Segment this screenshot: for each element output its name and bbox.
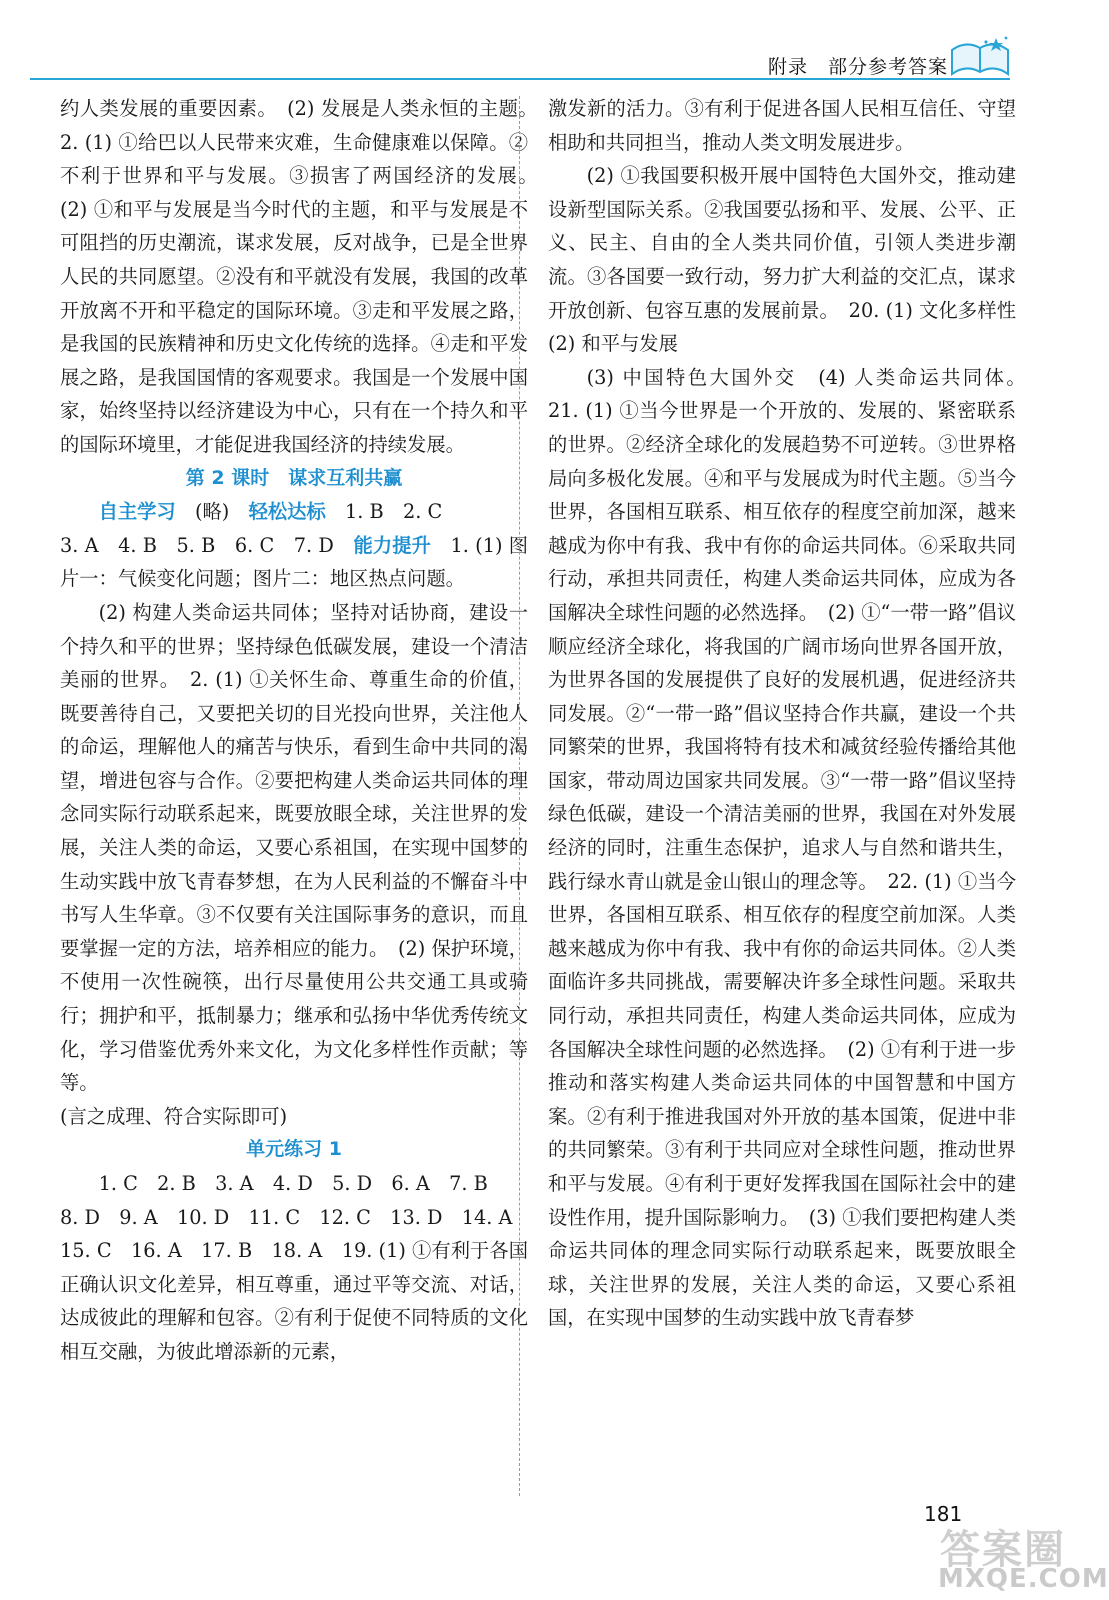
label-qingsong: 轻松达标: [248, 500, 326, 524]
qingsong-answers-2: 3. A 4. B 5. B 6. C 7. D: [60, 533, 334, 557]
header-rule: [30, 78, 1010, 80]
watermark-logo: 答案圈: [940, 1527, 1066, 1573]
header-title: 附录 部分参考答案: [767, 56, 948, 78]
open-book-star-icon: [948, 34, 1012, 80]
answer-paragraph: (2) ①我国要积极开展中国特色大国外交，推动建设新型国际关系。②我国要弘扬和平、发展、公平、正义、民主、自由的全人类共同价值，引领人类进步潮流。③各国要一致行动，努力扩大利益的交汇点，谋求开放创新、包容互惠的发展前景。 20. (1) 文化多样性 (2) 和平与发展: [548, 164, 1036, 356]
right-column: [548, 92, 1036, 1335]
answer-paragraph: (2) 构建人类命运共同体；坚持对话协商，建设一个持久和平的世界；坚持绿色低碳发展，建设一个清洁美丽的世界。 2. (1) ①关怀生命、尊重生命的价值，既要善待自己，又要把关切的目光投向世界，关注他人的命运，理解他人的痛苦与快乐，看到生命中共同的渴望，增进包容与合作。②要把构建人类命运共同体的理念同实际行动联系起来，既要放眼全球，关注世界的发展，关注人类的命运，又要心系祖国，在实现中国梦的生动实践中放飞青春梦想，在为人民利益的不懈奋斗中书写人生华章。③不仅要有关注国际事务的意识，而且要掌握一定的方法，培养相应的能力。 (2) 保护环境，不使用一次性碗筷，出行尽量使用公共交通工具或骑行；拥护和平，抵制暴力；继承和弘扬中华优秀传统文化，学习借鉴优秀外来文化，为文化多样性作贡献；等等。: [60, 600, 528, 1095]
answer-line: [60, 495, 528, 529]
answer-line: [60, 529, 528, 596]
page-header: [30, 34, 1040, 80]
answer-line: 1. C 2. B 3. A 4. D 5. D 6. A 7. B: [98, 1172, 488, 1195]
zizhu-value: (略): [195, 500, 230, 524]
qingsong-answers-1: 1. B 2. C: [345, 500, 443, 524]
answer-line: 8. D 9. A 10. D 11. C 12. C 13. D 14. A: [60, 1205, 513, 1229]
watermark-url: MXQE.COM: [938, 1564, 1109, 1594]
answer-paragraph: 约人类发展的重要因素。 (2) 发展是人类永恒的主题。 2. (1) ①给巴以人民带来灾难，生命健康难以保障。②不利于世界和平与发展。③损害了两国经济的发展。 (2) ①和平与发展是当今时代的主题，和平与发展是不可阻挡的历史潮流，谋求发展，反对战争，已是全世界人民的共同愿望。②没有和平就没有发展，我国的改革开放离不开和平稳定的国际环境。③走和平发展之路，是我国的民族精神和历史文化传统的选择。④走和平发展之路，是我国国情的客观要求。我国是一个发展中国家，始终坚持以经济建设为中心，只有在一个持久和平的国际环境里，才能促进我国经济的持续发展。: [60, 97, 548, 456]
label-nengli: 能力提升: [353, 533, 432, 557]
answer-paragraph: (3) 中国特色大国外交 (4) 人类命运共同体。 21. (1) ①当今世界是一个开放的、发展的、紧密联系的世界。②经济全球化的发展趋势不可逆转。③世界格局向多极化发展。④和平与发展成为时代主题。⑤当今世界，各国相互联系、相互依存的程度空前加深，越来越成为你中有我、我中有你的命运共同体。⑥采取共同行动，承担共同责任，构建人类命运共同体，应成为各国解决全球性问题的必然选择。 (2) ①“一带一路”倡议顺应经济全球化，将我国的广阔市场向世界各国开放，为世界各国的发展提供了良好的发展机遇，促进经济共同发展。②“一带一路”倡议坚持合作共赢，建设一个共同繁荣的世界，我国将特有技术和减贫经验传播给其他国家，带动周边国家共同发展。③“一带一路”倡议坚持绿色低碳，建设一个清洁美丽的世界，我国在对外发展经济的同时，注重生态保护，追求人与自然和谐共生，践行绿水青山就是金山银山的理念等。 22. (1) ①当今世界，各国相互联系、相互依存的程度空前加深。人类越来越成为你中有我、我中有你的命运共同体。②人类面临许多共同挑战，需要解决许多全球性问题。采取共同行动，承担共同责任，构建人类命运共同体，应成为各国解决全球性问题的必然选择。 (2) ①有利于进一步推动和落实构建人类命运共同体的中国智慧和中国方案。②有利于推进我国对外开放的基本国策，促进中非的共同繁荣。③有利于共同应对全球性问题，推动世界和平与发展。④有利于更好发挥我国在国际社会中的建设性作用，提升国际影响力。 (3) ①我们要把构建人类命运共同体的理念同实际行动联系起来，既要放眼全球，关注世界的发展，关注人类的命运，又要心系祖国，在实现中国梦的生动实践中放飞青春梦: [548, 365, 1036, 1330]
answer-paragraph: 激发新的活力。③有利于促进各国人民相互信任、守望相助和共同担当，推动人类文明发展进步。: [548, 97, 1016, 154]
answer-paragraph: 15. C 16. A 17. B 18. A 19. (1) ①有利于各国正确认识文化差异，相互尊重，通过平等交流、对话，达成彼此的理解和包容。②有利于促使不同特质的文化相互交融，为彼此增添新的元素，: [60, 1239, 528, 1363]
page-footer: [900, 1500, 1109, 1600]
nengli-text: 1. (1) 图片一：气候变化问题；图片二：地区热点问题。: [60, 533, 529, 591]
left-column: [60, 92, 548, 1369]
section-title: 第 2 课时 谋求互利共赢: [185, 466, 403, 489]
label-zizhu: 自主学习: [98, 500, 176, 524]
page-number: 181: [924, 1502, 963, 1526]
answer-note: (言之成理、符合实际即可): [60, 1104, 288, 1128]
column-divider: [519, 96, 520, 1496]
section-title: 单元练习 1: [246, 1138, 342, 1161]
